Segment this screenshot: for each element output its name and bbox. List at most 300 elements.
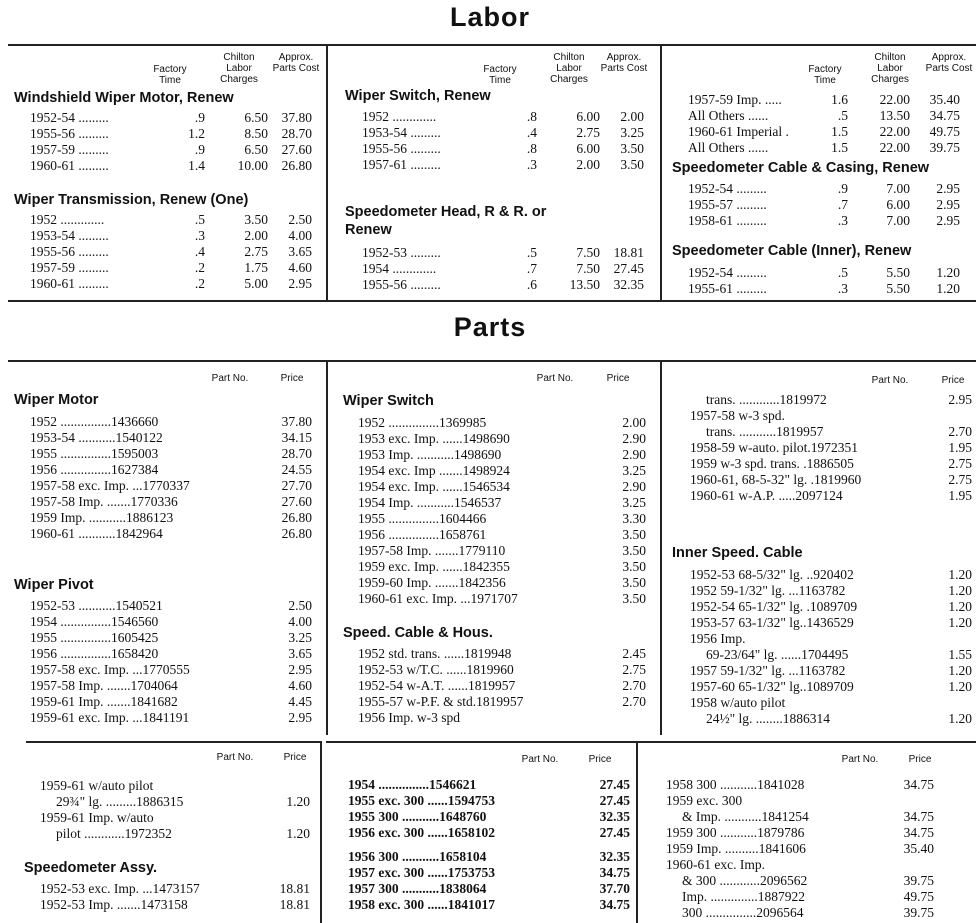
row-label: & 300 ............2096562 (682, 873, 808, 888)
row-time: .9 (194, 142, 205, 157)
row-label: 1959-61 w/auto pilot (40, 778, 154, 793)
row-label: 1952-54 ......... (688, 265, 767, 280)
row-label: & Imp. ...........1841254 (682, 809, 809, 824)
table-row (40, 897, 310, 913)
row-price: 2.70 (948, 424, 972, 439)
row-price: 1.20 (948, 599, 972, 614)
row-price: 1.55 (948, 647, 972, 662)
row-price: 2.70 (622, 694, 646, 709)
row-parts: 27.60 (281, 142, 312, 157)
row-price: 2.90 (622, 447, 646, 462)
table-row (666, 825, 976, 841)
table-row (690, 440, 972, 456)
section-title-speedometer-head: Speedometer Head, R & R. or (345, 204, 547, 220)
row-parts: 37.80 (281, 110, 312, 125)
parts-header-price: Price (941, 375, 965, 386)
table-row (690, 711, 972, 727)
row-label: 1952 ...............1436660 (30, 414, 159, 429)
row-label: 1960-61 ......... (30, 276, 109, 291)
row-label: 1955-56 ......... (30, 126, 109, 141)
row-label: 1960-61 exc. Imp. (666, 857, 765, 872)
table-row (30, 142, 320, 158)
row-label: 1958-59 w-auto. pilot.1972351 (690, 440, 858, 455)
row-time: 1.5 (831, 124, 848, 139)
row-time: 1.6 (831, 92, 848, 107)
row-label: 1956 300 ...........1658104 (348, 849, 487, 864)
labor-header-factory-time: Factory Time (808, 64, 842, 86)
bottom-speedometer-assy-rows (40, 881, 310, 913)
row-time: .5 (194, 212, 205, 227)
bottom-col1-rows (40, 778, 310, 842)
row-label: 1957-58 exc. Imp. ...1770337 (30, 478, 190, 493)
table-row (30, 646, 320, 662)
row-price: 27.60 (281, 494, 312, 509)
row-price: 2.70 (622, 678, 646, 693)
table-row (358, 694, 653, 710)
row-label: 1952-54 ......... (30, 110, 109, 125)
table-row (30, 710, 320, 726)
row-label: 1952-53 ...........1540521 (30, 598, 163, 613)
table-row (30, 614, 320, 630)
row-label: 1952-54 w-A.T. ......1819957 (358, 678, 516, 693)
table-row (690, 472, 972, 488)
table-row (30, 598, 320, 614)
row-price: 4.00 (288, 614, 312, 629)
labor-top-rule (8, 44, 976, 46)
row-label: trans. ............1819972 (706, 392, 827, 407)
bottom-header-part-no: Part No. (521, 754, 559, 765)
row-label: 69-23/64" lg. ......1704495 (706, 647, 849, 662)
table-row (358, 543, 653, 559)
table-row (666, 841, 976, 857)
table-row (30, 430, 320, 446)
row-label: 1957 300 ...........1838064 (348, 881, 487, 896)
row-price: 27.45 (599, 777, 630, 792)
row-time: .3 (194, 228, 205, 243)
labor-wiper-transmission-rows (30, 212, 320, 292)
row-label: 1952-54 65-1/32" lg. .1089709 (690, 599, 858, 614)
labor-header-labor-charges: Chilton Labor Charges (871, 52, 909, 85)
row-labor: 22.00 (879, 140, 910, 155)
table-row (348, 777, 630, 793)
labor-bottom-rule (8, 300, 976, 302)
parts-divider-2 (660, 360, 662, 735)
row-price: 39.75 (903, 905, 934, 920)
row-label: 1953-54 ......... (30, 228, 109, 243)
table-row (358, 559, 653, 575)
row-label: 1960-61, 68-5-32" lg. .1819960 (690, 472, 862, 487)
table-row (348, 881, 630, 897)
table-row (30, 446, 320, 462)
row-labor: 6.50 (244, 142, 268, 157)
row-label: 1955 ...............1595003 (30, 446, 159, 461)
table-row (30, 228, 320, 244)
table-row (690, 695, 972, 711)
table-row (30, 526, 320, 542)
row-price: 1.95 (948, 440, 972, 455)
row-price: 37.80 (281, 414, 312, 429)
row-labor: 13.50 (879, 108, 910, 123)
parts-top-rule (8, 360, 976, 362)
row-parts: 3.25 (620, 125, 644, 140)
row-label: 1957-59 Imp. ..... (688, 92, 782, 107)
row-time: .2 (194, 276, 205, 291)
bottom-header-price: Price (283, 752, 307, 763)
row-label: 1957-59 ......... (30, 142, 109, 157)
section-title-speedometer-head-line2: Renew (345, 222, 392, 238)
labor-header-labor-charges: Chilton Labor Charges (220, 52, 258, 85)
table-row (690, 408, 972, 424)
row-label: 1957-58 exc. Imp. ...1770555 (30, 662, 190, 677)
table-row (358, 431, 653, 447)
table-row (30, 158, 320, 174)
row-label: 1954 ...............1546621 (348, 777, 477, 792)
labor-cable-casing-rows (688, 181, 973, 229)
row-labor: 1.75 (244, 260, 268, 275)
row-price: 3.50 (622, 527, 646, 542)
row-label: trans. ...........1819957 (706, 424, 824, 439)
row-price: 32.35 (599, 809, 630, 824)
row-parts: 35.40 (929, 92, 960, 107)
row-label: 1958-61 ......... (688, 213, 767, 228)
labor-divider-1 (326, 44, 328, 300)
row-label: 1955 exc. 300 ......1594753 (348, 793, 495, 808)
row-labor: 22.00 (879, 92, 910, 107)
parts-header-part-no: Part No. (871, 375, 909, 386)
bottom-rule-1 (26, 741, 320, 743)
row-price: 18.81 (279, 897, 310, 912)
row-time: .3 (526, 157, 537, 172)
bottom-rule-2 (326, 741, 636, 743)
row-price: 2.00 (622, 415, 646, 430)
parts-divider-1 (326, 360, 328, 735)
labor-header-parts-cost: Approx. Parts Cost (600, 52, 648, 74)
table-row (690, 663, 972, 679)
row-parts: 39.75 (929, 140, 960, 155)
table-row (348, 825, 630, 841)
row-time: .4 (194, 244, 205, 259)
row-price: 34.75 (903, 777, 934, 792)
labor-header-factory-time: Factory Time (153, 64, 187, 86)
row-label: 1952 ............. (30, 212, 105, 227)
section-title-wiper-pivot: Wiper Pivot (14, 577, 94, 593)
row-time: .6 (526, 277, 537, 292)
table-row (688, 108, 973, 124)
row-label: 1959 Imp. ...........1886123 (30, 510, 174, 525)
row-label: 1955-57 w-P.F. & std.1819957 (358, 694, 524, 709)
row-price: 3.30 (622, 511, 646, 526)
row-time: .3 (837, 213, 848, 228)
table-row (666, 777, 976, 793)
table-row (30, 494, 320, 510)
row-label: 1957-58 w-3 spd. (690, 408, 785, 423)
labor-header-factory-time: Factory Time (483, 64, 517, 86)
row-label: 1958 w/auto pilot (690, 695, 786, 710)
row-price: 3.25 (288, 630, 312, 645)
section-title-wiper-switch-renew: Wiper Switch, Renew (345, 88, 491, 104)
row-price: 3.50 (622, 575, 646, 590)
row-label: 1952 ...............1369985 (358, 415, 487, 430)
table-row (348, 849, 630, 865)
table-row (30, 126, 320, 142)
table-row (362, 261, 652, 277)
row-label: 24½" lg. ........1886314 (706, 711, 831, 726)
row-labor: 8.50 (244, 126, 268, 141)
row-label: 1953-54 ...........1540122 (30, 430, 163, 445)
row-label: 1957-58 Imp. .......1770336 (30, 494, 178, 509)
row-price: 27.45 (599, 825, 630, 840)
bottom-divider-1 (320, 741, 322, 923)
row-label: 1952-53 w/T.C. ......1819960 (358, 662, 514, 677)
row-label: 1959 w-3 spd. trans. .1886505 (690, 456, 854, 471)
row-price: 4.60 (288, 678, 312, 693)
row-parts: 26.80 (281, 158, 312, 173)
table-row (30, 694, 320, 710)
row-label: 1960-61 w-A.P. .....2097124 (690, 488, 843, 503)
row-label: 1952-53 68-5/32" lg. ..920402 (690, 567, 854, 582)
row-label: 1955 ...............1605425 (30, 630, 159, 645)
row-labor: 5.50 (886, 281, 910, 296)
bottom-header-price: Price (908, 754, 932, 765)
table-row (688, 281, 973, 297)
row-label: 1958 exc. 300 ......1841017 (348, 897, 495, 912)
row-price: 1.20 (948, 663, 972, 678)
row-time: .8 (526, 109, 537, 124)
table-row (688, 265, 973, 281)
row-labor: 5.50 (886, 265, 910, 280)
row-label: 1952 std. trans. ......1819948 (358, 646, 512, 661)
labor-wiper-switch-rows (362, 109, 652, 173)
row-labor: 6.00 (576, 109, 600, 124)
row-label: 1958 300 ...........1841028 (666, 777, 805, 792)
row-label: 1956 Imp. w-3 spd (358, 710, 460, 725)
table-row (30, 212, 320, 228)
table-row (348, 809, 630, 825)
table-row (30, 678, 320, 694)
table-row (690, 424, 972, 440)
row-label: 1960-61 ...........1842964 (30, 526, 163, 541)
row-price: 3.50 (622, 559, 646, 574)
row-labor: 2.75 (244, 244, 268, 259)
row-price: 24.55 (281, 462, 312, 477)
table-row (358, 527, 653, 543)
row-label: 1957-60 65-1/32" lg..1089709 (690, 679, 854, 694)
row-label: 1959 exc. 300 (666, 793, 743, 808)
bottom-col3-rows (666, 777, 976, 921)
row-parts: 27.45 (613, 261, 644, 276)
row-price: 2.95 (288, 710, 312, 725)
row-price: 34.75 (599, 897, 630, 912)
section-title-inner-speed-cable: Inner Speed. Cable (672, 545, 803, 561)
section-title-wiper-motor: Wiper Motor (14, 392, 99, 408)
section-title-speedometer-cable-casing: Speedometer Cable & Casing, Renew (672, 160, 930, 176)
labor-divider-2 (660, 44, 662, 300)
table-row (690, 679, 972, 695)
row-label: 1957 exc. 300 ......1753753 (348, 865, 495, 880)
table-row (666, 873, 976, 889)
row-label: 1952 ............. (362, 109, 437, 124)
row-labor: 7.00 (886, 181, 910, 196)
row-time: .5 (526, 245, 537, 260)
row-time: .5 (837, 265, 848, 280)
table-row (690, 615, 972, 631)
table-row (30, 414, 320, 430)
row-label: 1953-54 ......... (362, 125, 441, 140)
row-label: 1959 Imp. ..........1841606 (666, 841, 806, 856)
row-parts: 4.00 (288, 228, 312, 243)
row-price: 27.45 (599, 793, 630, 808)
row-labor: 7.50 (576, 245, 600, 260)
table-row (690, 647, 972, 663)
row-price: 2.75 (948, 456, 972, 471)
row-price: 18.81 (279, 881, 310, 896)
table-row (666, 809, 976, 825)
table-row (666, 889, 976, 905)
table-row (690, 583, 972, 599)
row-label: 1955-56 ......... (362, 277, 441, 292)
row-parts: 49.75 (929, 124, 960, 139)
table-row (688, 213, 973, 229)
table-row (30, 462, 320, 478)
table-row (40, 881, 310, 897)
row-label: 1953 Imp. ...........1498690 (358, 447, 502, 462)
row-labor: 2.00 (576, 157, 600, 172)
row-labor: 10.00 (237, 158, 268, 173)
row-label: 1959 exc. Imp. ......1842355 (358, 559, 510, 574)
row-price: 2.50 (288, 598, 312, 613)
row-label: 1959 300 ...........1879786 (666, 825, 805, 840)
row-label: 1955-56 ......... (30, 244, 109, 259)
row-labor: 6.50 (244, 110, 268, 125)
table-row (666, 793, 976, 809)
row-price: 2.95 (948, 392, 972, 407)
row-labor: 22.00 (879, 124, 910, 139)
row-time: .9 (837, 181, 848, 196)
row-label: 1955-57 ......... (688, 197, 767, 212)
row-label: 1956 ...............1658420 (30, 646, 159, 661)
row-price: 26.80 (281, 510, 312, 525)
table-row (358, 479, 653, 495)
row-time: .2 (194, 260, 205, 275)
row-label: 1955 ...............1604466 (358, 511, 487, 526)
table-row (362, 125, 652, 141)
row-price: 2.75 (948, 472, 972, 487)
row-time: .7 (526, 261, 537, 276)
row-label: 1952-53 ......... (362, 245, 441, 260)
row-parts: 3.50 (620, 141, 644, 156)
row-labor: 3.50 (244, 212, 268, 227)
row-parts: 2.50 (288, 212, 312, 227)
row-label: 29¾" lg. .........1886315 (56, 794, 184, 809)
table-row (358, 591, 653, 607)
row-parts: 2.95 (936, 181, 960, 196)
row-parts: 34.75 (929, 108, 960, 123)
row-price: 34.75 (903, 825, 934, 840)
table-row (40, 810, 310, 826)
bottom-header-part-no: Part No. (841, 754, 879, 765)
row-labor: 7.00 (886, 213, 910, 228)
table-row (358, 463, 653, 479)
table-row (690, 599, 972, 615)
row-label: 1957-61 ......... (362, 157, 441, 172)
parts-wiper-motor-rows (30, 414, 320, 542)
row-label: 1952-53 Imp. .......1473158 (40, 897, 188, 912)
row-labor: 7.50 (576, 261, 600, 276)
section-title-speed-cable-hous: Speed. Cable & Hous. (343, 625, 493, 641)
table-row (362, 245, 652, 261)
parts-inner-cable-rows (690, 567, 972, 727)
row-label: 300 ...............2096564 (682, 905, 804, 920)
row-parts: 1.20 (936, 281, 960, 296)
row-label: All Others ...... (688, 140, 769, 155)
row-time: .5 (837, 108, 848, 123)
table-row (362, 157, 652, 173)
row-parts: 2.95 (288, 276, 312, 291)
labor-header-parts-cost: Approx. Parts Cost (925, 52, 973, 74)
row-price: 1.20 (286, 794, 310, 809)
table-row (30, 630, 320, 646)
row-price: 34.15 (281, 430, 312, 445)
row-label: 1954 exc. Imp. ......1546534 (358, 479, 510, 494)
row-price: 34.75 (903, 809, 934, 824)
table-row (30, 510, 320, 526)
section-title-wiper-transmission: Wiper Transmission, Renew (One) (14, 192, 249, 208)
table-row (30, 110, 320, 126)
row-label: Imp. ..............1887922 (682, 889, 805, 904)
parts-header-price: Price (606, 373, 630, 384)
row-parts: 3.65 (288, 244, 312, 259)
table-row (358, 678, 653, 694)
row-price: 35.40 (903, 841, 934, 856)
table-row (688, 124, 973, 140)
row-label: 1956 ...............1658761 (358, 527, 487, 542)
row-label: 1952-53 exc. Imp. ...1473157 (40, 881, 200, 896)
labor-speedometer-head-rows (362, 245, 652, 293)
row-label: 1953 exc. Imp. ......1498690 (358, 431, 510, 446)
row-price: 32.35 (599, 849, 630, 864)
table-row (358, 575, 653, 591)
parts-title: Parts (453, 312, 527, 342)
table-row (666, 857, 976, 873)
table-row (666, 905, 976, 921)
row-label: 1957-59 ......... (30, 260, 109, 275)
row-label: 1960-61 Imperial . (688, 124, 789, 139)
bottom-rule-3 (636, 741, 976, 743)
row-label: 1952 59-1/32" lg. ...1163782 (690, 583, 846, 598)
row-parts: 3.50 (620, 157, 644, 172)
table-row (348, 897, 630, 913)
row-label: 1957-58 Imp. .......1779110 (358, 543, 506, 558)
table-row (690, 392, 972, 408)
table-row (358, 646, 653, 662)
row-price: 3.50 (622, 591, 646, 606)
row-label: 1954 Imp. ...........1546537 (358, 495, 502, 510)
table-row (690, 567, 972, 583)
row-price: 1.20 (948, 567, 972, 582)
row-parts: 32.35 (613, 277, 644, 292)
row-label: 1956 exc. 300 ......1658102 (348, 825, 495, 840)
row-price: 1.20 (948, 679, 972, 694)
row-price: 27.70 (281, 478, 312, 493)
row-label: 1959-61 exc. Imp. ...1841191 (30, 710, 190, 725)
table-row (348, 793, 630, 809)
table-row (40, 826, 310, 842)
table-row (358, 447, 653, 463)
row-label: 1957-58 Imp. .......1704064 (30, 678, 178, 693)
row-labor: 2.75 (576, 125, 600, 140)
row-label: 1955-56 ......... (362, 141, 441, 156)
row-label: 1954 ...............1546560 (30, 614, 159, 629)
